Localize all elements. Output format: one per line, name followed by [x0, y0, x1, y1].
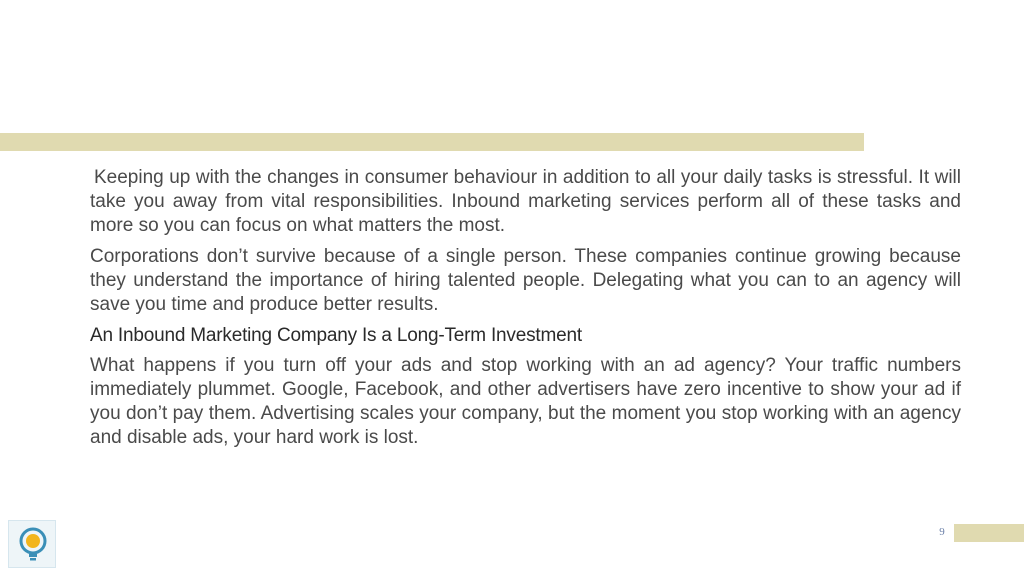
page-number: 9: [939, 526, 945, 538]
paragraph-1: Keeping up with the changes in consumer behaviour in addition to all your daily tasks is stressful. It will take you away from vital responsibilities. Inbound marketing services perform all of these tasks and more so you can focus on what matters the most.: [90, 167, 961, 236]
paragraph-3: What happens if you turn off your ads and stop working with an ad agency? Your traffic numbers immediately plummet. Google, Facebook, and other advertisers have zero incentive to show your ad if you don’t pay them. Advertising scales your company, but the moment you stop working with an agency and disable ads, your hard work is lost.: [90, 355, 961, 448]
top-accent-bar: [0, 133, 864, 151]
lightbulb-icon: [17, 527, 49, 563]
section-heading: An Inbound Marketing Company Is a Long-Term Investment: [90, 325, 582, 346]
bottom-accent-bar: [954, 524, 1024, 542]
paragraph-2: Corporations don’t survive because of a single person. These companies continue growing because they understand the importance of hiring talented people. Delegating what you can to an agency will save you time and produce better results.: [90, 246, 961, 315]
slide-content: [90, 166, 961, 457]
logo: [8, 520, 56, 568]
